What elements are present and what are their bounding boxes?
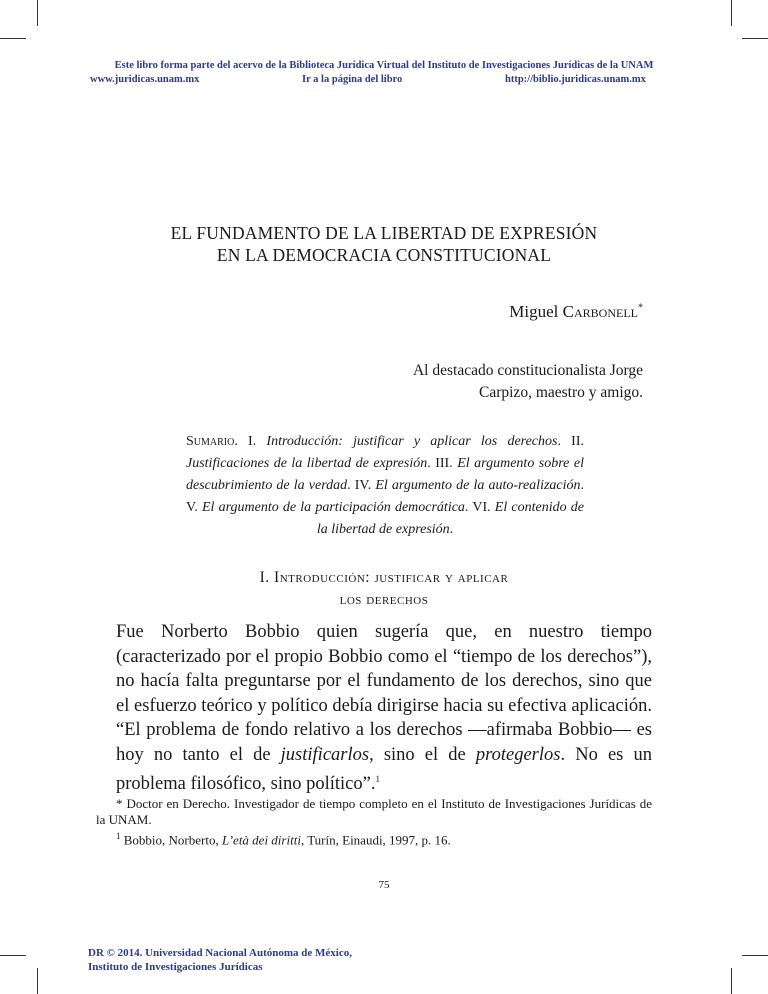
crop-mark — [742, 955, 768, 956]
copyright-footer — [88, 946, 352, 974]
summary-item: El contenido de la libertad de expresión — [316, 500, 584, 537]
footnote-text: , Turín, Einaudi, 1997, p. 16. — [300, 832, 451, 848]
section-heading-line: I. Introducción: justificar y aplicar — [259, 569, 509, 586]
copyright-line: Instituto de Investigaciones Jurídicas — [88, 961, 263, 973]
summary-label: Sumario — [186, 434, 235, 449]
body-text: Fue Norberto Bobbio quien sugería que, en nuestro tiempo (caracterizado por el propio Bobbio como el “tiempo de los derechos”), no hacía falta preguntarse por el fundamento de los derechos, sino que el esfuerzo teórico y político debía dirigirse hacia su efectiva aplicación. “El problema de fondo relativo a los derechos —afirmaba Bobbio— es hoy no tanto el de — [116, 622, 652, 765]
footnote-text: Doctor en Derecho. Investigador de tiempo completo en el Instituto de Investigaciones Jurídicas de la UNAM. — [96, 796, 652, 827]
summary: Sumario. I. Introducción: justificar y aplicar los derechos. II. Justificaciones de la libertad de expresión. III. El argumento sobre el descubrimiento de la verdad. IV. El argumento de la auto-realización. V. El argumento de la participación democrática. VI. El contenido de la libertad de expresión. — [186, 434, 585, 537]
summary-item: Introducción: justificar y aplicar los derechos — [266, 434, 558, 449]
site-link[interactable]: www.juridicas.unam.mx — [90, 74, 200, 85]
crop-mark — [0, 955, 26, 956]
crop-mark — [742, 38, 768, 39]
author-first-name: Miguel — [509, 302, 563, 321]
dedication-line: Al destacado constitucionalista Jorge — [412, 362, 643, 379]
summary-item: Justificaciones de la libertad de expresión — [186, 456, 428, 471]
summary-num: III. — [435, 456, 453, 471]
crop-mark — [37, 968, 38, 994]
footnote-text: Bobbio, Norberto, — [123, 832, 222, 848]
crop-mark — [731, 968, 732, 994]
crop-mark — [731, 0, 732, 26]
biblio-link[interactable]: http://biblio.juridicas.unam.mx — [505, 74, 646, 85]
chapter-title-line: EL FUNDAMENTO DE LA LIBERTAD DE EXPRESIÓN — [170, 223, 598, 243]
summary-item: El argumento de la participación democrática — [201, 500, 465, 515]
crop-mark — [37, 0, 38, 26]
body-text: . No es un problema filosófico, sino político”. — [116, 744, 652, 795]
footnote — [96, 796, 652, 828]
author-footnote-mark[interactable]: * — [638, 302, 643, 314]
header-notice: Este libro forma parte del acervo de la Biblioteca Jurídica Virtual del Instituto de Investigaciones Jurídicas de la UNAM — [114, 60, 654, 71]
summary-item: El argumento de la auto-realización — [375, 478, 581, 493]
chapter-title — [0, 222, 768, 266]
page-number: 75 — [378, 879, 390, 891]
chapter-title-line: EN LA DEMOCRACIA CONSTITUCIONAL — [216, 245, 552, 265]
body-paragraph — [116, 620, 652, 797]
footnote-emphasis: L’età dei diritti — [221, 832, 301, 848]
summary-num: I. — [248, 434, 257, 449]
footnote-mark: 1 — [116, 831, 121, 841]
summary-num: II. — [571, 434, 584, 449]
crop-mark — [0, 38, 26, 39]
footnote — [96, 828, 652, 848]
body-emphasis: protegerlos — [475, 744, 561, 765]
section-heading — [0, 567, 768, 611]
copyright-line: DR © 2014. Universidad Nacional Autónoma de México, — [88, 947, 352, 959]
book-page-link[interactable]: Ir a la página del libro — [302, 74, 403, 85]
footnote-mark: * — [116, 796, 123, 811]
dedication — [353, 360, 643, 404]
section-heading-line: los derechos — [339, 591, 429, 608]
summary-num: IV. — [354, 478, 372, 493]
body-text: , sino el de — [369, 744, 476, 765]
dedication-line: Carpizo, maestro y amigo. — [479, 384, 643, 401]
author — [509, 302, 643, 322]
summary-num: V. — [186, 500, 198, 515]
summary-num: VI. — [472, 500, 491, 515]
summary-item: El argumento sobre el descubrimiento de la verdad — [186, 456, 584, 493]
body-emphasis: justificarlos — [280, 744, 370, 765]
footnote-ref[interactable]: 1 — [375, 774, 380, 784]
author-last-name: Carbonell — [562, 302, 638, 321]
